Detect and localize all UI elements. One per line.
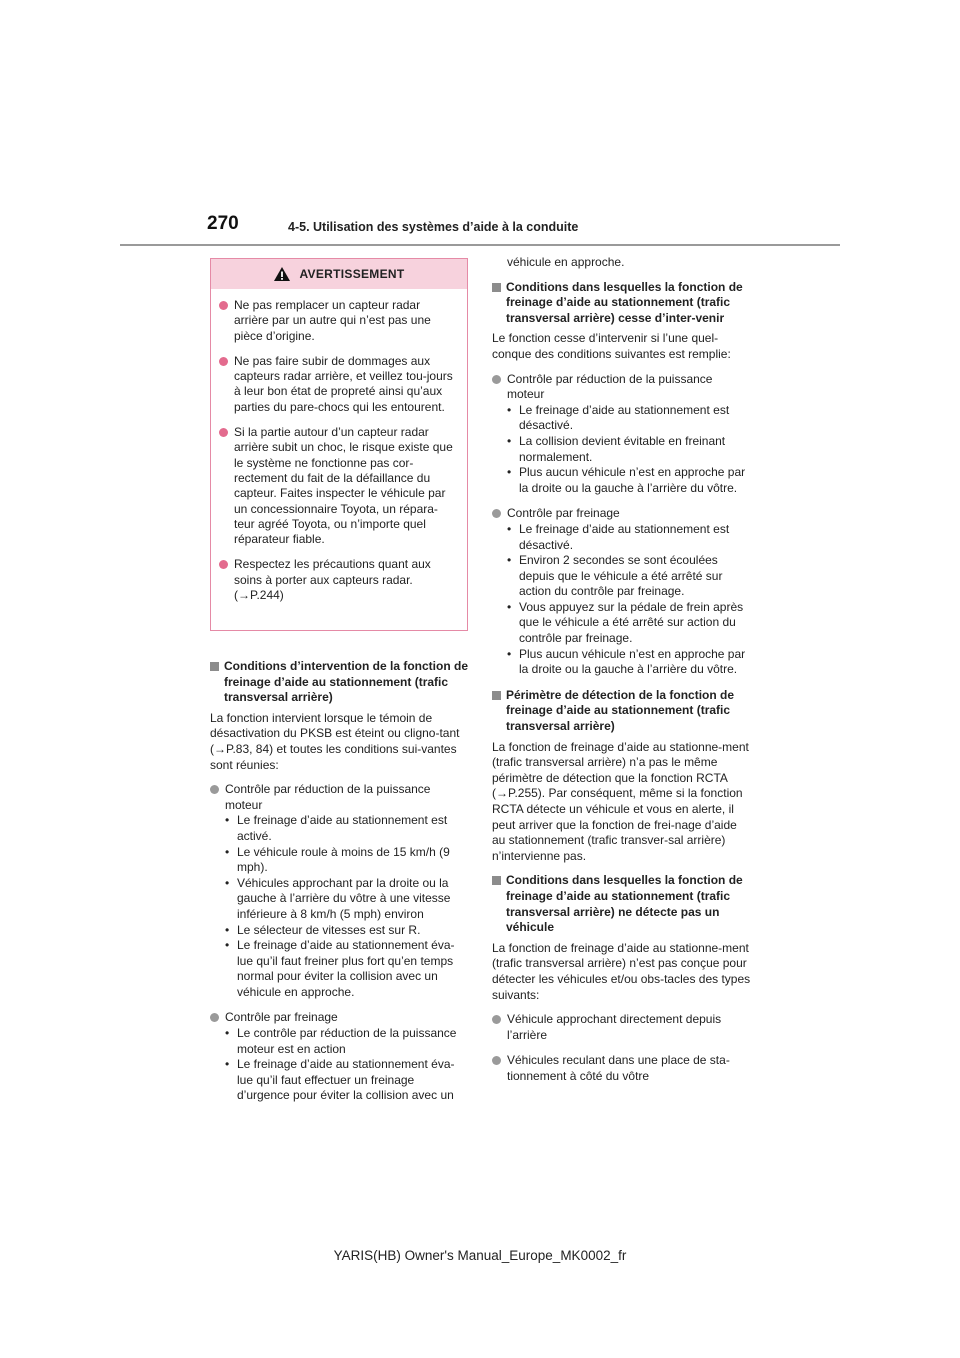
list-item: • Le freinage d’aide au stationnement est désactivé. [507,521,730,552]
square-bullet-icon [492,283,501,292]
warning-box [210,258,468,631]
list-item: • Le contrôle par réduction de la puissance moteur est en action [225,1026,457,1056]
condition-title: Contrôle par freinage [225,1010,338,1025]
list-item: • Environ 2 secondes se sont écoulées depuis que le véhicule a été arrêté sur action du contrôle par freinage. [507,553,723,599]
square-bullet-icon [210,662,219,671]
bullet-dot-icon [219,301,228,310]
list-item: • Véhicules approchant par la droite ou la gauche à l’arrière du vôtre à une vitesse inférieure à 8 km/h (5 mph) environ [225,875,451,921]
bullet-dot-icon [492,509,501,518]
section-heading: Conditions dans lesquelles la fonction de freinage d’aide au stationnement (trafic transversal arrière) ne détecte pas un véhicule [492,873,752,935]
footer-text: YARIS(HB) Owner's Manual_Europe_MK0002_fr [333,1248,627,1263]
condition-block [492,1053,752,1084]
square-bullet-icon [492,691,501,700]
condition-block [492,506,752,678]
bullet-dot-icon [492,1056,501,1065]
paragraph: La fonction intervient lorsque le témoin de désactivation du PKSB est éteint ou cligno-tant (→P.83, 84) et toutes les conditions sui-vantes sont réunies: [210,710,460,772]
warning-item: Ne pas remplacer un capteur radar arrière par un autre qui n’est pas une pièce d’origine. [219,298,457,344]
condition-title: Contrôle par réduction de la puissance moteur [507,371,713,402]
list-item: • Le freinage d’aide au stationnement éva-lue qu’il faut freiner plus fort qu’en temps normal pour éviter la collision avec un véhicule en approche. [225,938,455,999]
bullet-dot-icon [210,1013,219,1022]
list-item: • Vous appuyez sur la pédale de frein après que le véhicule a été arrêté sur action du contrôle par freinage. [507,599,744,646]
bullet-list [507,403,752,497]
warning-item: Si la partie autour d’un capteur radar arrière subit un choc, le risque existe que le système ne fonctionne pas cor-rectement du fait de la défaillance du capteur. Faites inspecter le véhicule par un concessionnaire Toyota, un répara-teur agréé Toyota, ou n’importe quel réparateur fiable. [219,425,457,547]
list-item: Véhicules reculant dans une place de sta-tionnement à côté du vôtre [507,1053,730,1083]
section-heading: Conditions dans lesquelles la fonction de freinage d’aide au stationnement (trafic transversal arrière) cesse d’inter-venir [492,280,752,327]
list-item: Véhicule approchant directement depuis l’arrière [507,1012,722,1042]
section-title: 4-5. Utilisation des systèmes d’aide à la conduite [288,220,579,234]
bullet-dot-icon [492,1015,501,1024]
warning-title: AVERTISSEMENT [299,267,405,281]
bullet-dot-icon [492,375,501,384]
left-column [210,659,470,1114]
paragraph: Le fonction cesse d’intervenir si l’une quel-conque des conditions suivantes est remplie: [492,331,731,361]
section-heading: Conditions d’intervention de la fonction de freinage d’aide au stationnement (trafic transversal arrière) [210,659,470,706]
list-item: • Le véhicule roule à moins de 15 km/h (9 mph). [225,844,450,875]
condition-block [210,782,470,1000]
bullet-list [225,1026,470,1104]
section-heading: Périmètre de détection de la fonction de freinage d’aide au stationnement (trafic transversal arrière) [492,688,752,735]
warning-icon [273,266,291,282]
list-item: • La collision devient évitable en freinant normalement. [507,433,726,464]
bullet-dot-icon [219,357,228,366]
bullet-dot-icon [219,428,228,437]
warning-item: Respectez les précautions quant aux soins à porter aux capteurs radar. (→P.244) [219,557,457,603]
list-item: • Le freinage d’aide au stationnement est désactivé. [507,402,730,433]
condition-title: Contrôle par réduction de la puissance moteur [225,782,431,812]
condition-block [210,1010,470,1104]
bullet-dot-icon [219,560,228,569]
condition-title: Contrôle par freinage [507,506,620,521]
paragraph: La fonction de freinage d’aide au stationne-ment (trafic transversal arrière) n’est pas conçue pour détecter les véhicules et/ou obs-tacles des types suivants: [492,940,751,1002]
header-rule [120,244,840,246]
bullet-list [507,522,752,678]
continuation-text: véhicule en approche. [507,255,625,269]
warning-item: Ne pas faire subir de dommages aux capteurs radar arrière, et veillez tou-jours à leur bon état de propreté ainsi qu’aux parties du pare-chocs qui les entourent. [219,354,457,415]
square-bullet-icon [492,876,501,885]
bullet-list [225,813,470,1000]
paragraph: La fonction de freinage d’aide au stationne-ment (trafic transversal arrière) n’a pas le même périmètre de détection que la fonction RCTA (→P.255). Par conséquent, même si la fonction RCTA détecte un véhicule et vous en alerte, il peut arriver que la fonction de frei-nage d’aide au stationnement (trafic transver-sal arrière) n’intervienne pas. [492,739,749,863]
condition-block [492,372,752,497]
bullet-dot-icon [210,785,219,794]
list-item: • Plus aucun véhicule n’est en approche par la droite ou la gauche à l’arrière du vôtre. [507,465,746,495]
page-number: 270 [207,213,239,234]
condition-block [492,1012,752,1043]
list-item: • Le sélecteur de vitesses est sur R. [225,922,421,937]
right-column [492,255,752,1095]
list-item: • Plus aucun véhicule n’est en approche par la droite ou la gauche à l’arrière du vôtre. [507,646,746,677]
list-item: • Le freinage d’aide au stationnement est activé. [225,813,448,843]
warning-header [211,259,467,289]
list-item: • Le freinage d’aide au stationnement éva-lue qu’il faut effectuer un freinage d’urgence pour éviter la collision avec un [225,1057,455,1103]
